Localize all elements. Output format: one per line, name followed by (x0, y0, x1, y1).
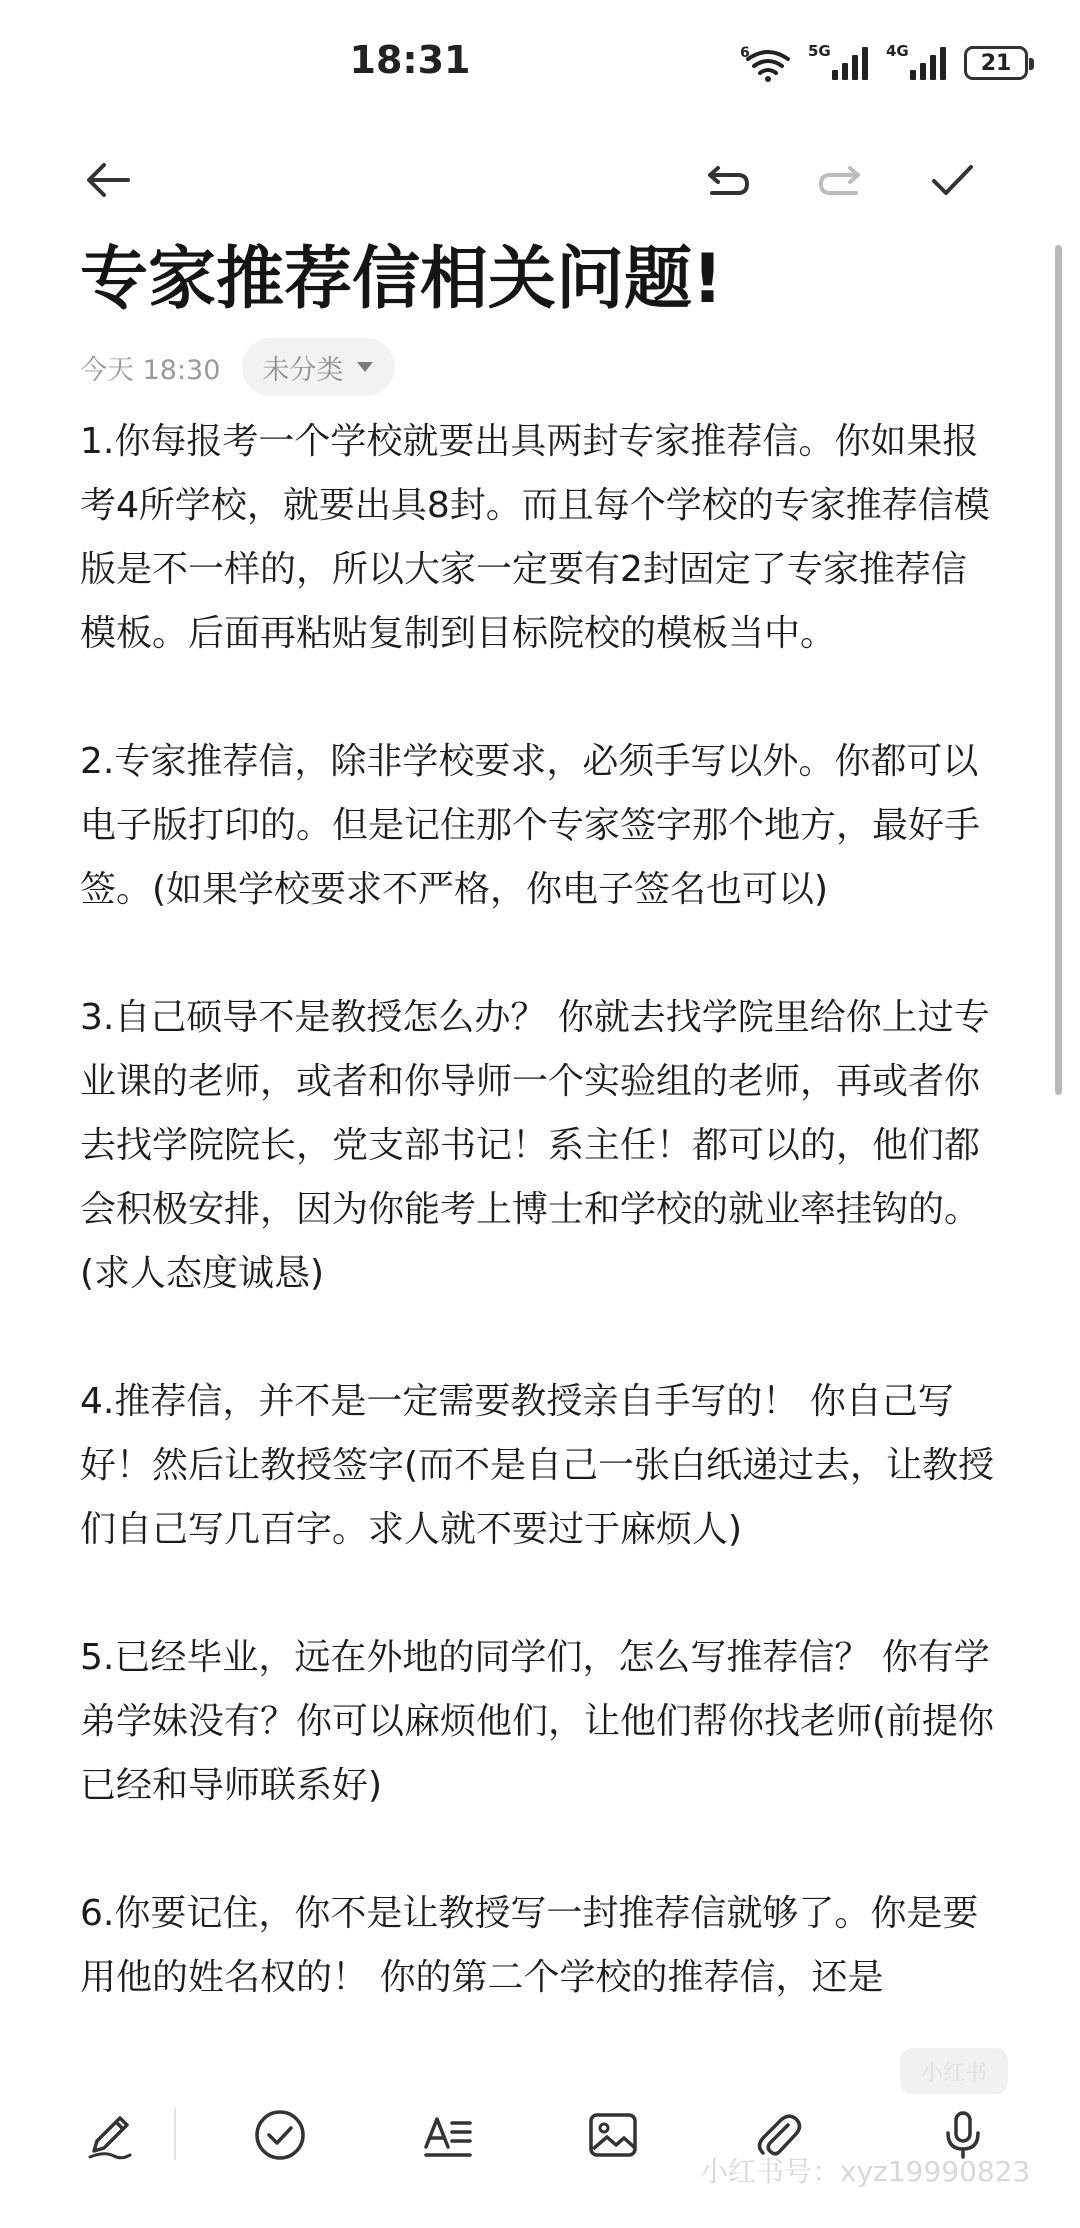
top-toolbar (0, 140, 1080, 220)
note-paragraph: 2.专家推荐信，除非学校要求，必须手写以外。你都可以电子版打印的。但是记住那个专家签字那个地方，最好手签。(如果学校要求不严格，你电子签名也可以) (80, 741, 981, 910)
status-time: 18:31 (349, 38, 471, 82)
note-body[interactable] (80, 410, 1000, 2074)
battery-level: 21 (980, 50, 1012, 76)
note-paragraph: 6.你要记住，你不是让教授写一封推荐信就够了。你是要用他的姓名权的！ 你的第二个学校的推荐信，还是 (80, 1893, 979, 1998)
checklist-button[interactable] (235, 2090, 325, 2180)
status-icons (740, 40, 1028, 86)
note-paragraph: 4.推荐信，并不是一定需要教授亲自手写的！ 你自己写好！然后让教授签字(而不是自己一张白纸递过去，让教授们自己写几百字。求人就不要过于麻烦人) (80, 1381, 995, 1550)
handwriting-button[interactable] (65, 2090, 155, 2180)
battery-icon (964, 46, 1028, 80)
insert-image-button[interactable] (568, 2090, 658, 2180)
note-meta (80, 338, 395, 396)
note-date: 今天 18:30 (80, 354, 221, 386)
redo-button[interactable] (800, 140, 880, 220)
back-button[interactable] (68, 140, 148, 220)
sim1-tag: 5G (808, 42, 831, 60)
text-format-button[interactable] (403, 2090, 493, 2180)
undo-button[interactable] (688, 140, 768, 220)
scrollbar[interactable] (1055, 245, 1062, 1095)
status-bar (0, 0, 1080, 130)
category-dropdown[interactable] (242, 338, 395, 396)
arrow-left-icon (80, 152, 136, 208)
watermark-logo: 小红书 (900, 2048, 1008, 2094)
check-icon (924, 152, 980, 208)
note-title[interactable]: 专家推荐信相关问题! (80, 240, 724, 319)
note-paragraph: 1.你每报考一个学校就要出具两封专家推荐信。你如果报考4所学校，就要出具8封。而且每个学校的专家推荐信模版是不一样的，所以大家一定要有2封固定了专家推荐信模板。后面再粘贴复制到目标院校的模板当中。 (80, 421, 990, 654)
signal-5g-icon (808, 42, 868, 80)
done-button[interactable] (912, 140, 992, 220)
wifi-tag: 6 (740, 45, 750, 61)
watermark-text: 小红书号：xyz19990823 (700, 2155, 1031, 2188)
category-label: 未分类 (262, 354, 344, 386)
undo-icon (700, 152, 756, 208)
pen-icon (80, 2105, 140, 2165)
redo-icon (812, 152, 868, 208)
checklist-icon (250, 2105, 310, 2165)
wifi-icon (740, 43, 790, 83)
text-format-icon (418, 2105, 478, 2165)
note-paragraph: 5.已经毕业，远在外地的同学们，怎么写推荐信？ 你有学弟学妹没有？你可以麻烦他们，让他们帮你找老师(前提你已经和导师联系好) (80, 1637, 995, 1806)
signal-4g-icon (886, 42, 946, 80)
toolbar-divider (174, 2108, 176, 2160)
note-paragraph: 3.自己硕导不是教授怎么办？ 你就去找学院里给你上过专业课的老师，或者和你导师一个实验组的老师，再或者你去找学院院长，党支部书记！系主任！都可以的，他们都会积极安排，因为你能考上博士和学校的就业率挂钩的。(求人态度诚恳) (80, 997, 990, 1294)
image-icon (583, 2105, 643, 2165)
caret-down-icon (357, 362, 373, 372)
sim2-tag: 4G (886, 42, 909, 60)
